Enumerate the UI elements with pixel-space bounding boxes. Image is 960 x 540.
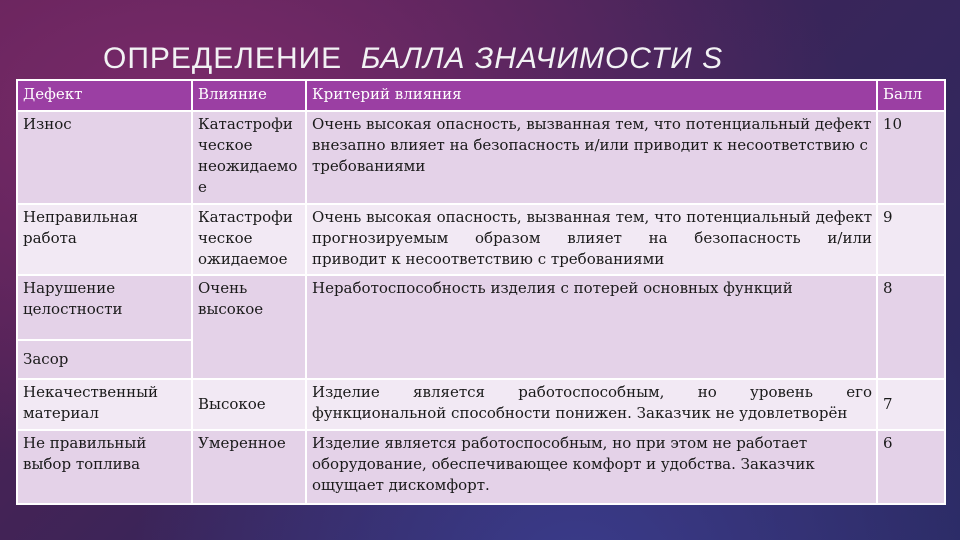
header-defect: Дефект	[17, 80, 192, 111]
slide-title	[103, 42, 723, 76]
table-row	[17, 430, 945, 504]
criterion-cell	[306, 379, 877, 430]
defect-cell: Неправильная работа	[17, 204, 192, 275]
impact-cell: Катастрофи ческое ожидаемое	[192, 204, 306, 275]
table-row	[17, 111, 945, 204]
defect-cell: Износ	[17, 111, 192, 204]
title-part-2: БАЛЛА ЗНАЧИМОСТИ S	[360, 42, 724, 75]
table-row	[17, 275, 945, 340]
defect-cell: Некачественный материал	[17, 379, 192, 430]
impact-cell: Умеренное	[192, 430, 306, 504]
criterion-text-last-line: приводит к несоответствию с требованиями	[312, 250, 665, 268]
criterion-cell: Неработоспособность изделия с потерей основных функций	[306, 275, 877, 379]
score-cell: 9	[877, 204, 945, 275]
defect-cell: Засор	[17, 340, 192, 379]
table-row	[17, 204, 945, 275]
criterion-text-last-line: функциональной способности понижен. Заказчик не удовлетворён	[312, 404, 848, 422]
title-part-1: ОПРЕДЕЛЕНИЕ	[103, 42, 343, 75]
score-cell: 6	[877, 430, 945, 504]
header-impact: Влияние	[192, 80, 306, 111]
impact-cell: Очень высокое	[192, 275, 306, 379]
table-header-row	[17, 80, 945, 111]
score-cell: 10	[877, 111, 945, 204]
impact-cell: Высокое	[192, 379, 306, 430]
defect-cell: Не правильный выбор топлива	[17, 430, 192, 504]
header-criterion: Критерий влияния	[306, 80, 877, 111]
criterion-cell: Очень высокая опасность, вызванная тем, что потенциальный дефект внезапно влияет на безопасность и/или приводит к несоответствию с требованиями	[306, 111, 877, 204]
criterion-cell: Изделие является работоспособным, но при этом не работает оборудование, обеспечивающее комфорт и удобства. Заказчик ощущает дискомфорт.	[306, 430, 877, 504]
header-score: Балл	[877, 80, 945, 111]
impact-cell: Катастрофи ческое неожидаемо е	[192, 111, 306, 204]
defect-cell: Нарушение целостности	[17, 275, 192, 340]
criterion-cell	[306, 204, 877, 275]
table-row	[17, 379, 945, 430]
score-cell: 8	[877, 275, 945, 379]
criterion-text: Очень высокая опасность, вызванная тем, что потенциальный дефект прогнозируемым образом влияет на безопасность и/или	[312, 208, 872, 247]
criterion-text: Изделие является работоспособным, но уровень его	[312, 383, 872, 401]
score-cell: 7	[877, 379, 945, 430]
severity-table	[16, 79, 946, 505]
